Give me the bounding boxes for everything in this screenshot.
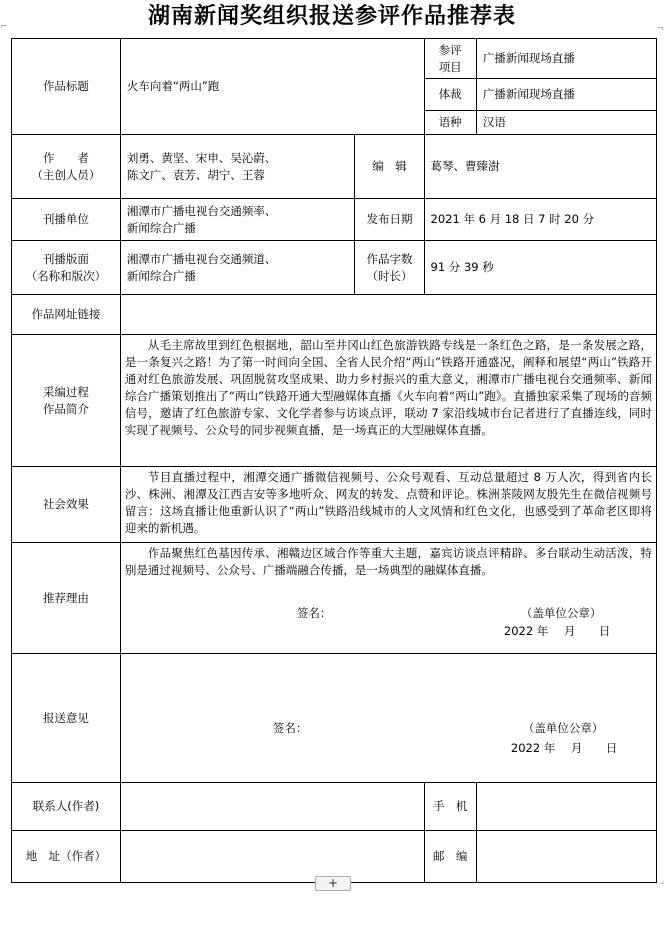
- category-label-line1: 参评: [438, 42, 462, 57]
- publish-date-value[interactable]: 2021 年 6 月 18 日 7 时 20 分: [424, 199, 656, 241]
- wordcount-value[interactable]: 91 分 39 秒: [424, 241, 656, 295]
- category-label: [424, 39, 476, 79]
- address-value[interactable]: [120, 831, 424, 883]
- url-label: 作品网址链接: [12, 295, 121, 335]
- row-category: [12, 39, 657, 79]
- address-label: 地 址（作者）: [12, 831, 121, 883]
- author-value[interactable]: [120, 135, 355, 199]
- author-value-line1: 刘勇、黄坚、宋申、吴沁蔚、: [126, 150, 277, 165]
- wordcount-label-line2: （时长）: [366, 268, 413, 283]
- layout-value[interactable]: [120, 241, 355, 295]
- row-opinion: [12, 654, 657, 783]
- reason-sign-label: 签名：: [296, 606, 332, 620]
- reason-date-year: 2022 年: [503, 624, 549, 638]
- work-title-value[interactable]: 火车向着“两山”跑: [120, 39, 424, 135]
- opinion-date-year: 2022 年: [510, 741, 556, 755]
- publisher-value-line1: 湘潭市广播电视台交通频率、: [126, 203, 277, 218]
- add-row-button[interactable]: +: [315, 876, 351, 891]
- postcode-value[interactable]: [476, 831, 656, 883]
- recommendation-form: [11, 38, 657, 883]
- reason-label: 推荐理由: [12, 543, 121, 654]
- row-address: [12, 831, 657, 883]
- author-label-line1: 作 者: [42, 150, 89, 165]
- genre-label: 体裁: [424, 79, 476, 111]
- editor-value[interactable]: 葛琴、曹臻澍: [424, 135, 656, 199]
- page-title: 湖南新闻奖组织报送参评作品推荐表: [147, 4, 516, 29]
- reason-seal-note: （盖单位公章）: [520, 606, 602, 620]
- opinion-sign-label: 签名：: [272, 721, 308, 735]
- work-title-label: 作品标题: [12, 39, 121, 135]
- row-contact: [12, 783, 657, 831]
- author-label-line2: （主创人员）: [31, 167, 101, 182]
- reason-date-month: 月: [563, 624, 576, 638]
- language-label: 语种: [424, 111, 476, 135]
- category-label-line2: 项目: [438, 59, 462, 74]
- genre-value[interactable]: 广播新闻现场直播: [476, 79, 656, 111]
- reason-value[interactable]: [120, 543, 656, 654]
- row-author: [12, 135, 657, 199]
- row-url: [12, 295, 657, 335]
- publisher-value[interactable]: [120, 199, 355, 241]
- intro-label: [12, 335, 121, 467]
- intro-label-line1: 采编过程: [42, 384, 89, 399]
- layout-value-line1: 湘潭市广播电视台交通频道、: [126, 251, 277, 266]
- category-value[interactable]: 广播新闻现场直播: [476, 39, 656, 79]
- row-reason: [12, 543, 657, 654]
- contact-label: 联系人(作者): [12, 783, 121, 831]
- layout-value-line2: 新闻综合广播: [126, 268, 196, 283]
- opinion-value[interactable]: [120, 654, 656, 783]
- wordcount-label-line1: 作品字数: [366, 251, 413, 266]
- language-value[interactable]: 汉语: [476, 111, 656, 135]
- contact-value[interactable]: [120, 783, 424, 831]
- row-intro: [12, 335, 657, 467]
- author-value-line2: 陈文广、袁芳、胡宁、王蓉: [126, 167, 265, 182]
- row-publisher: [12, 199, 657, 241]
- effect-value[interactable]: [120, 467, 656, 543]
- wordcount-label: [355, 241, 424, 295]
- opinion-date-month: 月: [570, 741, 583, 755]
- editor-label: 编 辑: [355, 135, 424, 199]
- layout-label-line1: 刊播版面: [42, 251, 89, 266]
- phone-label: 手 机: [424, 783, 476, 831]
- intro-value[interactable]: [120, 335, 656, 467]
- opinion-date-day: 日: [605, 741, 618, 755]
- intro-text: 从毛主席故里到红色根据地，韶山至井冈山红色旅游铁路专线是一条红色之路，是一条发展之路，是一条复兴之路！为了第一时间向全国、全省人民介绍“两山”铁路开通盛况，阐释和展望“两山”铁路开通对红色旅游发展、巩固脱贫攻坚成果、助力乡村振兴的重大意义，湘潭市广播电视台交通频率、新闻综合广播策划推出了“两山”铁路开通大型融媒体直播《火车向着“两山”跑》。直播独家采集了现场的音频信号，邀请了红色旅游专家、文化学者参与访谈点评，联动 7 家沿线城市台记者进行了直播连线，同时实现了视频号、公众号的同步视频直播，是一场真正的大型融媒体直播。: [124, 338, 652, 437]
- layout-label-line2: （名称和版次）: [25, 268, 107, 283]
- layout-label: [12, 241, 121, 295]
- corner-mark-icon: ⌟: [659, 876, 664, 886]
- postcode-label: 邮 编: [424, 831, 476, 883]
- row-layout: [12, 241, 657, 295]
- reason-date-day: 日: [598, 624, 611, 638]
- author-label: [12, 135, 121, 199]
- effect-text: 节目直播过程中，湘潭交通广播微信视频号、公众号观看、互动总量超过 8 万人次，得到省内长沙、株洲、湘潭及江西吉安等多地听众、网友的转发、点赞和评论。株洲茶陵网友殷先生在微信视频号留言：这场直播让他重新认识了“两山”铁路沿线城市的人文风情和红色文化，也感受到了革命老区即将迎来的新机遇。: [124, 470, 652, 535]
- effect-label: 社会效果: [12, 467, 121, 543]
- publish-date-label: 发布日期: [355, 199, 424, 241]
- phone-value[interactable]: [476, 783, 656, 831]
- reason-text: 作品聚焦红色基因传承、湘赣边区域合作等重大主题，嘉宾访谈点评精辟、多台联动生动活泼，特别是通过视频号、公众号、广播端融合传播，是一场典型的融媒体直播。: [124, 546, 652, 577]
- row-effect: [12, 467, 657, 543]
- opinion-seal-note: （盖单位公章）: [522, 721, 604, 735]
- corner-mark-icon: ¬: [656, 24, 664, 34]
- corner-mark-icon: ⌐: [0, 22, 8, 32]
- publisher-label: 刊播单位: [12, 199, 121, 241]
- intro-label-line2: 作品简介: [42, 401, 89, 416]
- url-value[interactable]: [120, 295, 656, 335]
- publisher-value-line2: 新闻综合广播: [126, 220, 196, 235]
- opinion-label: 报送意见: [12, 654, 121, 783]
